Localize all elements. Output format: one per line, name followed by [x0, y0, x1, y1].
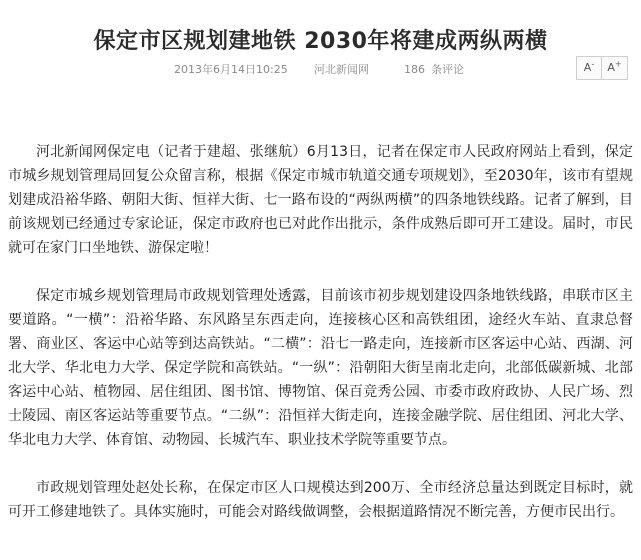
article-body — [8, 140, 633, 548]
paragraph-1: 河北新闻网保定电（记者于建超、张继航）6月13日，记者在保定市人民政府网站上看到，保定市城乡规划管理局回复公众留言称，根据《保定市城市轨道交通专项规划》，至2030年，该市有望规划建成沿裕华路、朝阳大街、恒祥大街、七一路布设的“两纵两横”的四条地铁线路。记者了解到，目前该规划已经通过专家论证，保定市政府也已对此作出批示，条件成熟后即可开工建设。届时，市民就可在家门口坐地铁、游保定啦！ — [8, 144, 633, 256]
comment-count: 186 — [404, 63, 425, 76]
decrease-font-sign: - — [591, 59, 595, 69]
paragraph-2: 保定市城乡规划管理局市政规划管理处透露，目前该市初步规划建设四条地铁线路，串联市区主要道路。“一横”：沿裕华路、东风路呈东西走向，连接核心区和高铁组团，途经火车站、直隶总督署、商业区、客运中心站等到达高铁站。“二横”：沿七一路走向，连接新市区客运中心站、西湖、河北大学、华北电力大学、保定学院和高铁站。“一纵”：沿朝阳大街呈南北走向，北部低碳新城、北部客运中心站、植物园、居住组团、图书馆、博物馆、保百竞秀公园、市委市政府政协、人民广场、烈士陵园、南区客运站等重要节点。“二纵”：沿恒祥大街走向，连接金融学院、居住组团、河北大学、华北电力大学、体育馆、动物园、长城汽车、职业技术学院等重要节点。 — [8, 288, 633, 448]
comment-label: 条评论 — [431, 63, 464, 76]
article-title: 保定市区规划建地铁 2030年将建成两纵两横 — [93, 28, 548, 54]
paragraph-3: 市政规划管理处赵处长称，在保定市区人口规模达到200万、全市经济总量达到既定目标时，就可开工修建地铁了。具体实施时，可能会对路线做调整，会根据道路情况不断完善，方便市民出行。 — [8, 480, 633, 520]
decrease-font-button[interactable] — [576, 56, 602, 80]
increase-font-button[interactable] — [602, 56, 628, 80]
publish-date: 2013年6月14日10:25 — [174, 63, 288, 76]
increase-font-letter: A — [607, 61, 615, 74]
comments-link[interactable] — [404, 60, 464, 80]
article-meta — [0, 60, 641, 80]
font-size-controls — [576, 56, 628, 80]
source-link[interactable]: 河北新闻网 — [314, 63, 369, 76]
increase-font-sign: + — [614, 59, 622, 69]
decrease-font-letter: A — [583, 61, 592, 74]
